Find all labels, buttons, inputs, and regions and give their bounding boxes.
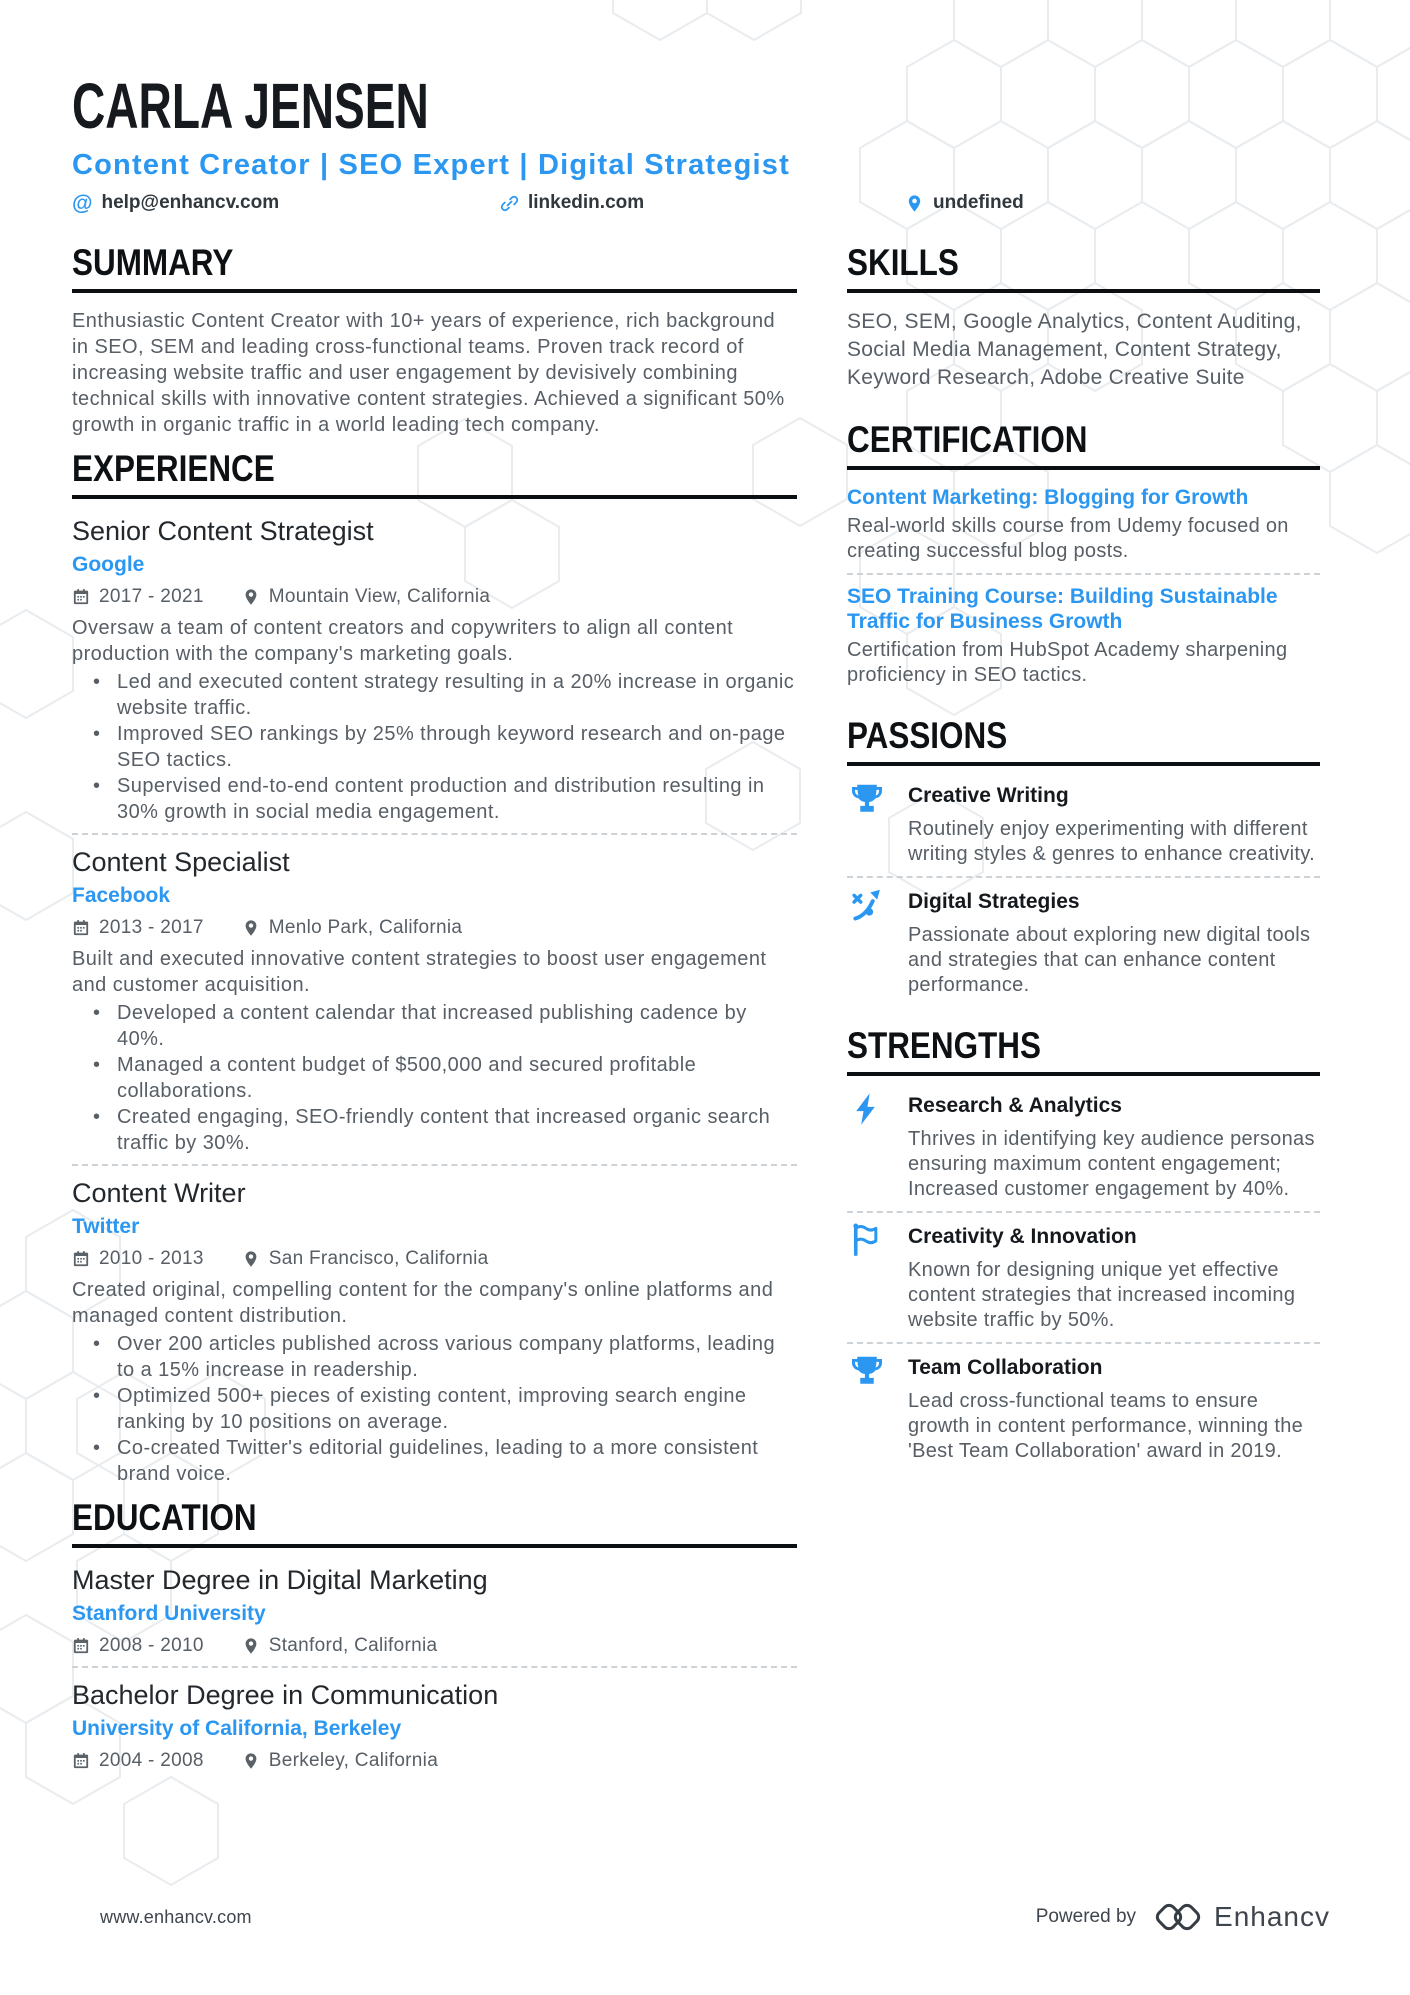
contact-row — [72, 192, 1338, 218]
candidate-name: CARLA JENSEN — [72, 70, 429, 142]
job-company: Google — [72, 553, 145, 576]
job-bullets — [72, 1000, 797, 1156]
at-icon: @ — [72, 191, 93, 215]
dashed-divider — [72, 1164, 797, 1166]
job-bullet: • Co-created Twitter's editorial guidelines, leading to a more consistent brand voice. — [72, 1435, 797, 1487]
location-text: undefined — [933, 192, 1024, 213]
job-bullets — [72, 1331, 797, 1487]
certification-section — [847, 420, 1320, 688]
education-entry — [72, 1678, 797, 1773]
job-bullet: • Led and executed content strategy resulting in a 20% increase in organic website traffic. — [72, 669, 797, 721]
education-entry — [72, 1563, 797, 1658]
job-description: Built and executed innovative content strategies to boost user engagement and customer acquisition. — [72, 948, 767, 996]
email-link[interactable] — [72, 192, 279, 214]
trophy-icon — [849, 781, 885, 817]
job-title: Content Specialist — [72, 847, 290, 877]
summary-heading: SUMMARY — [72, 243, 797, 293]
degree-title: Master Degree in Digital Marketing — [72, 1565, 488, 1595]
experience-section — [72, 449, 797, 1487]
strategy-icon — [849, 887, 885, 923]
education-meta — [72, 1634, 797, 1658]
passions-section — [847, 716, 1320, 998]
school-name: University of California, Berkeley — [72, 1717, 402, 1740]
strength-text: Thrives in identifying key audience personas ensuring maximum content engagement; Increased customer engagement by 40%. — [908, 1128, 1315, 1200]
job-entry — [72, 1176, 797, 1487]
dashed-divider — [72, 1666, 797, 1668]
lightning-icon — [849, 1091, 885, 1127]
certification-heading: CERTIFICATION — [847, 420, 1320, 470]
location-pin-icon — [242, 588, 260, 606]
page-footer — [0, 1896, 1410, 1938]
job-location: San Francisco, California — [268, 1248, 489, 1269]
school-name: Stanford University — [72, 1602, 266, 1625]
strengths-heading: STRENGTHS — [847, 1026, 1320, 1076]
summary-text: Enthusiastic Content Creator with 10+ years of experience, rich background in SEO, SEM and leading cross-functional teams. Proven track record of increasing website traffic and user engagement by devisively combining technical skills with innovative content strategies. Achieved a significant 50% growth in organic traffic in a world leading tech company. — [72, 310, 785, 436]
passion-entry — [847, 887, 1320, 998]
job-dates: 2010 - 2013 — [99, 1248, 204, 1269]
job-bullet: • Optimized 500+ pieces of existing content, improving search engine ranking by 10 positions on average. — [72, 1383, 797, 1435]
enhancv-logo-icon — [1152, 1900, 1204, 1934]
passion-title: Creative Writing — [908, 784, 1069, 807]
education-meta — [72, 1749, 797, 1773]
job-entry — [72, 845, 797, 1156]
job-meta — [72, 1247, 797, 1271]
job-entry — [72, 514, 797, 825]
passion-title: Digital Strategies — [908, 890, 1080, 913]
job-dates: 2013 - 2017 — [99, 917, 204, 938]
passion-text: Passionate about exploring new digital tools and strategies that can enhance content performance. — [908, 924, 1311, 996]
calendar-icon — [72, 1250, 90, 1268]
certification-entry — [847, 584, 1320, 688]
job-meta — [72, 585, 797, 609]
certification-title: SEO Training Course: Building Sustainable Traffic for Business Growth — [847, 585, 1278, 633]
passion-entry — [847, 781, 1320, 867]
job-bullets — [72, 669, 797, 825]
degree-title: Bachelor Degree in Communication — [72, 1680, 499, 1710]
job-bullet: • Created engaging, SEO-friendly content that increased organic search traffic by 30%. — [72, 1104, 797, 1156]
job-location: Mountain View, California — [268, 586, 491, 607]
dashed-divider — [847, 1342, 1320, 1344]
certification-text: Real-world skills course from Udemy focused on creating successful blog posts. — [847, 515, 1289, 562]
job-bullet: • Supervised end-to-end content production and distribution resulting in 30% growth in social media engagement. — [72, 773, 797, 825]
certification-text: Certification from HubSpot Academy sharpening proficiency in SEO tactics. — [847, 639, 1288, 686]
calendar-icon — [72, 1637, 90, 1655]
job-bullet: • Developed a content calendar that increased publishing cadence by 40%. — [72, 1000, 797, 1052]
education-section — [72, 1498, 797, 1773]
strength-text: Lead cross-functional teams to ensure growth in content performance, winning the 'Best Team Collaboration' award in 2019. — [908, 1390, 1304, 1462]
job-title: Senior Content Strategist — [72, 516, 374, 546]
location-pin-icon — [905, 194, 924, 213]
linkedin-link[interactable] — [500, 192, 644, 214]
certification-title: Content Marketing: Blogging for Growth — [847, 486, 1249, 509]
website-text: www.enhancv.com — [100, 1906, 252, 1927]
flag-icon — [849, 1222, 885, 1258]
skills-heading: SKILLS — [847, 243, 1320, 293]
job-bullet: • Managed a content budget of $500,000 and secured profitable collaborations. — [72, 1052, 797, 1104]
job-title: Content Writer — [72, 1178, 246, 1208]
left-column — [72, 243, 797, 1773]
job-description: Oversaw a team of content creators and copywriters to align all content production with the company's marketing goals. — [72, 617, 734, 665]
powered-by-link[interactable] — [1036, 1900, 1330, 1934]
summary-section — [72, 243, 797, 438]
link-icon — [500, 194, 519, 213]
dashed-divider — [847, 573, 1320, 575]
trophy-icon — [849, 1353, 885, 1389]
dashed-divider — [847, 1211, 1320, 1213]
strength-entry — [847, 1353, 1320, 1464]
strength-title: Team Collaboration — [908, 1356, 1103, 1379]
strength-entry — [847, 1222, 1320, 1333]
strength-title: Creativity & Innovation — [908, 1225, 1137, 1248]
job-description: Created original, compelling content for the company's online platforms and managed content distribution. — [72, 1279, 774, 1327]
candidate-headline: Content Creator | SEO Expert | Digital Strategist — [72, 149, 790, 181]
location-pin-icon — [242, 919, 260, 937]
job-company: Twitter — [72, 1215, 140, 1238]
dashed-divider — [72, 833, 797, 835]
job-location: Menlo Park, California — [268, 917, 463, 938]
experience-heading: EXPERIENCE — [72, 449, 797, 499]
education-location: Stanford, California — [268, 1635, 438, 1656]
strength-title: Research & Analytics — [908, 1094, 1122, 1117]
calendar-icon — [72, 1752, 90, 1770]
strengths-section — [847, 1026, 1320, 1464]
job-company: Facebook — [72, 884, 171, 907]
skills-text: SEO, SEM, Google Analytics, Content Auditing, Social Media Management, Content Strategy, Keyword Research, Adobe Creative Suite — [847, 310, 1302, 389]
job-meta — [72, 916, 797, 940]
location-pin-icon — [242, 1250, 260, 1268]
linkedin-text: linkedin.com — [528, 192, 645, 213]
calendar-icon — [72, 919, 90, 937]
strength-text: Known for designing unique yet effective content strategies that increased incoming website traffic by 50%. — [908, 1259, 1296, 1331]
calendar-icon — [72, 588, 90, 606]
education-heading: EDUCATION — [72, 1498, 797, 1548]
dashed-divider — [847, 876, 1320, 878]
email-text: help@enhancv.com — [101, 192, 280, 213]
education-location: Berkeley, California — [268, 1750, 439, 1771]
skills-section — [847, 243, 1320, 392]
job-dates: 2017 - 2021 — [99, 586, 204, 607]
powered-by-text: Powered by — [1035, 1906, 1137, 1927]
enhancv-brand-text: Enhancv — [1214, 1901, 1330, 1932]
right-column — [847, 243, 1320, 1464]
certification-entry — [847, 485, 1320, 564]
education-dates: 2008 - 2010 — [99, 1635, 204, 1656]
passions-heading: PASSIONS — [847, 716, 1320, 766]
education-dates: 2004 - 2008 — [99, 1750, 204, 1771]
location-pin-icon — [242, 1752, 260, 1770]
location-item — [905, 192, 1024, 214]
job-bullet: • Over 200 articles published across various company platforms, leading to a 15% increase in readership. — [72, 1331, 797, 1383]
job-bullet: • Improved SEO rankings by 25% through keyword research and on-page SEO tactics. — [72, 721, 797, 773]
strength-entry — [847, 1091, 1320, 1202]
passion-text: Routinely enjoy experimenting with different writing styles & genres to enhance creativity. — [908, 818, 1315, 865]
location-pin-icon — [242, 1637, 260, 1655]
